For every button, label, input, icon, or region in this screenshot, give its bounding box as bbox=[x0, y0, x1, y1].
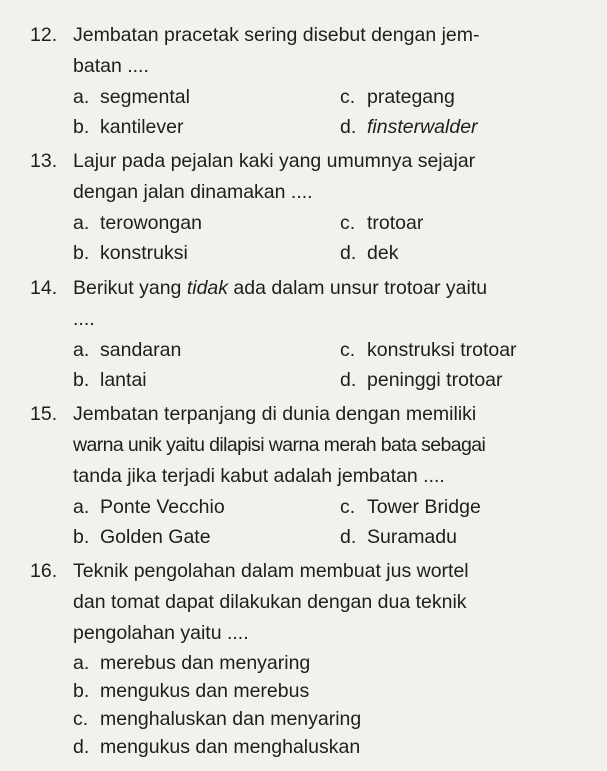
option-a[interactable]: a. Ponte Vecchio bbox=[73, 496, 225, 518]
stem-line: batan .... bbox=[73, 55, 149, 77]
option-d[interactable]: d. finsterwalder bbox=[340, 116, 478, 138]
question-number: 15. bbox=[30, 403, 58, 425]
question-stem bbox=[73, 146, 599, 208]
stem-line: Jembatan pracetak sering disebut dengan jem- bbox=[73, 24, 480, 46]
option-c[interactable]: c. prategang bbox=[340, 86, 455, 108]
option-d[interactable]: d. peninggi trotoar bbox=[340, 369, 503, 391]
question-16 bbox=[30, 556, 599, 761]
option-a[interactable]: a. terowongan bbox=[73, 212, 202, 234]
stem-line: Berikut yang tidak ada dalam unsur trotoar yaitu bbox=[73, 277, 488, 299]
option-a[interactable]: a. segmental bbox=[73, 86, 190, 108]
stem-line: tanda jika terjadi kabut adalah jembatan .... bbox=[73, 465, 445, 487]
question-13 bbox=[30, 146, 599, 268]
option-d[interactable]: d. dek bbox=[340, 242, 399, 264]
question-stem bbox=[73, 20, 599, 82]
question-number: 16. bbox=[30, 560, 58, 582]
stem-line: .... bbox=[73, 308, 95, 330]
stem-line: pengolahan yaitu .... bbox=[73, 622, 249, 644]
stem-line: Lajur pada pejalan kaki yang umumnya sejajar bbox=[73, 150, 476, 172]
question-stem bbox=[73, 556, 599, 649]
option-c[interactable]: c. trotoar bbox=[340, 212, 424, 234]
question-number: 12. bbox=[30, 24, 58, 46]
option-a[interactable]: a. merebus dan menyaring bbox=[73, 652, 311, 674]
stem-line: Teknik pengolahan dalam membuat jus wortel bbox=[73, 560, 469, 582]
question-number: 13. bbox=[30, 150, 58, 172]
option-d[interactable]: d. mengukus dan menghaluskan bbox=[73, 736, 361, 758]
option-c[interactable]: c. menghaluskan dan menyaring bbox=[73, 708, 362, 730]
stem-line: Jembatan terpanjang di dunia dengan memiliki bbox=[73, 403, 477, 425]
option-a[interactable]: a. sandaran bbox=[73, 339, 182, 361]
question-15 bbox=[30, 399, 599, 552]
option-c[interactable]: c. Tower Bridge bbox=[340, 496, 481, 518]
option-b[interactable]: b. konstruksi bbox=[73, 242, 188, 264]
stem-line: warna unik yaitu dilapisi warna merah bata sebagai bbox=[73, 434, 486, 456]
options bbox=[73, 208, 599, 268]
option-b[interactable]: b. Golden Gate bbox=[73, 526, 211, 548]
option-d[interactable]: d. Suramadu bbox=[340, 526, 457, 548]
option-b[interactable]: b. lantai bbox=[73, 369, 147, 391]
question-12 bbox=[30, 20, 599, 142]
options bbox=[73, 649, 599, 761]
options bbox=[73, 492, 599, 552]
question-14 bbox=[30, 273, 599, 395]
question-stem bbox=[73, 399, 599, 492]
option-b[interactable]: b. kantilever bbox=[73, 116, 184, 138]
options bbox=[73, 335, 599, 395]
options bbox=[73, 82, 599, 142]
emphasis-word: tidak bbox=[186, 277, 229, 299]
question-number: 14. bbox=[30, 277, 58, 299]
option-c[interactable]: c. konstruksi trotoar bbox=[340, 339, 517, 361]
option-b[interactable]: b. mengukus dan merebus bbox=[73, 680, 310, 702]
stem-line: dan tomat dapat dilakukan dengan dua teknik bbox=[73, 591, 467, 613]
stem-line: dengan jalan dinamakan .... bbox=[73, 181, 313, 203]
question-stem bbox=[73, 273, 599, 335]
